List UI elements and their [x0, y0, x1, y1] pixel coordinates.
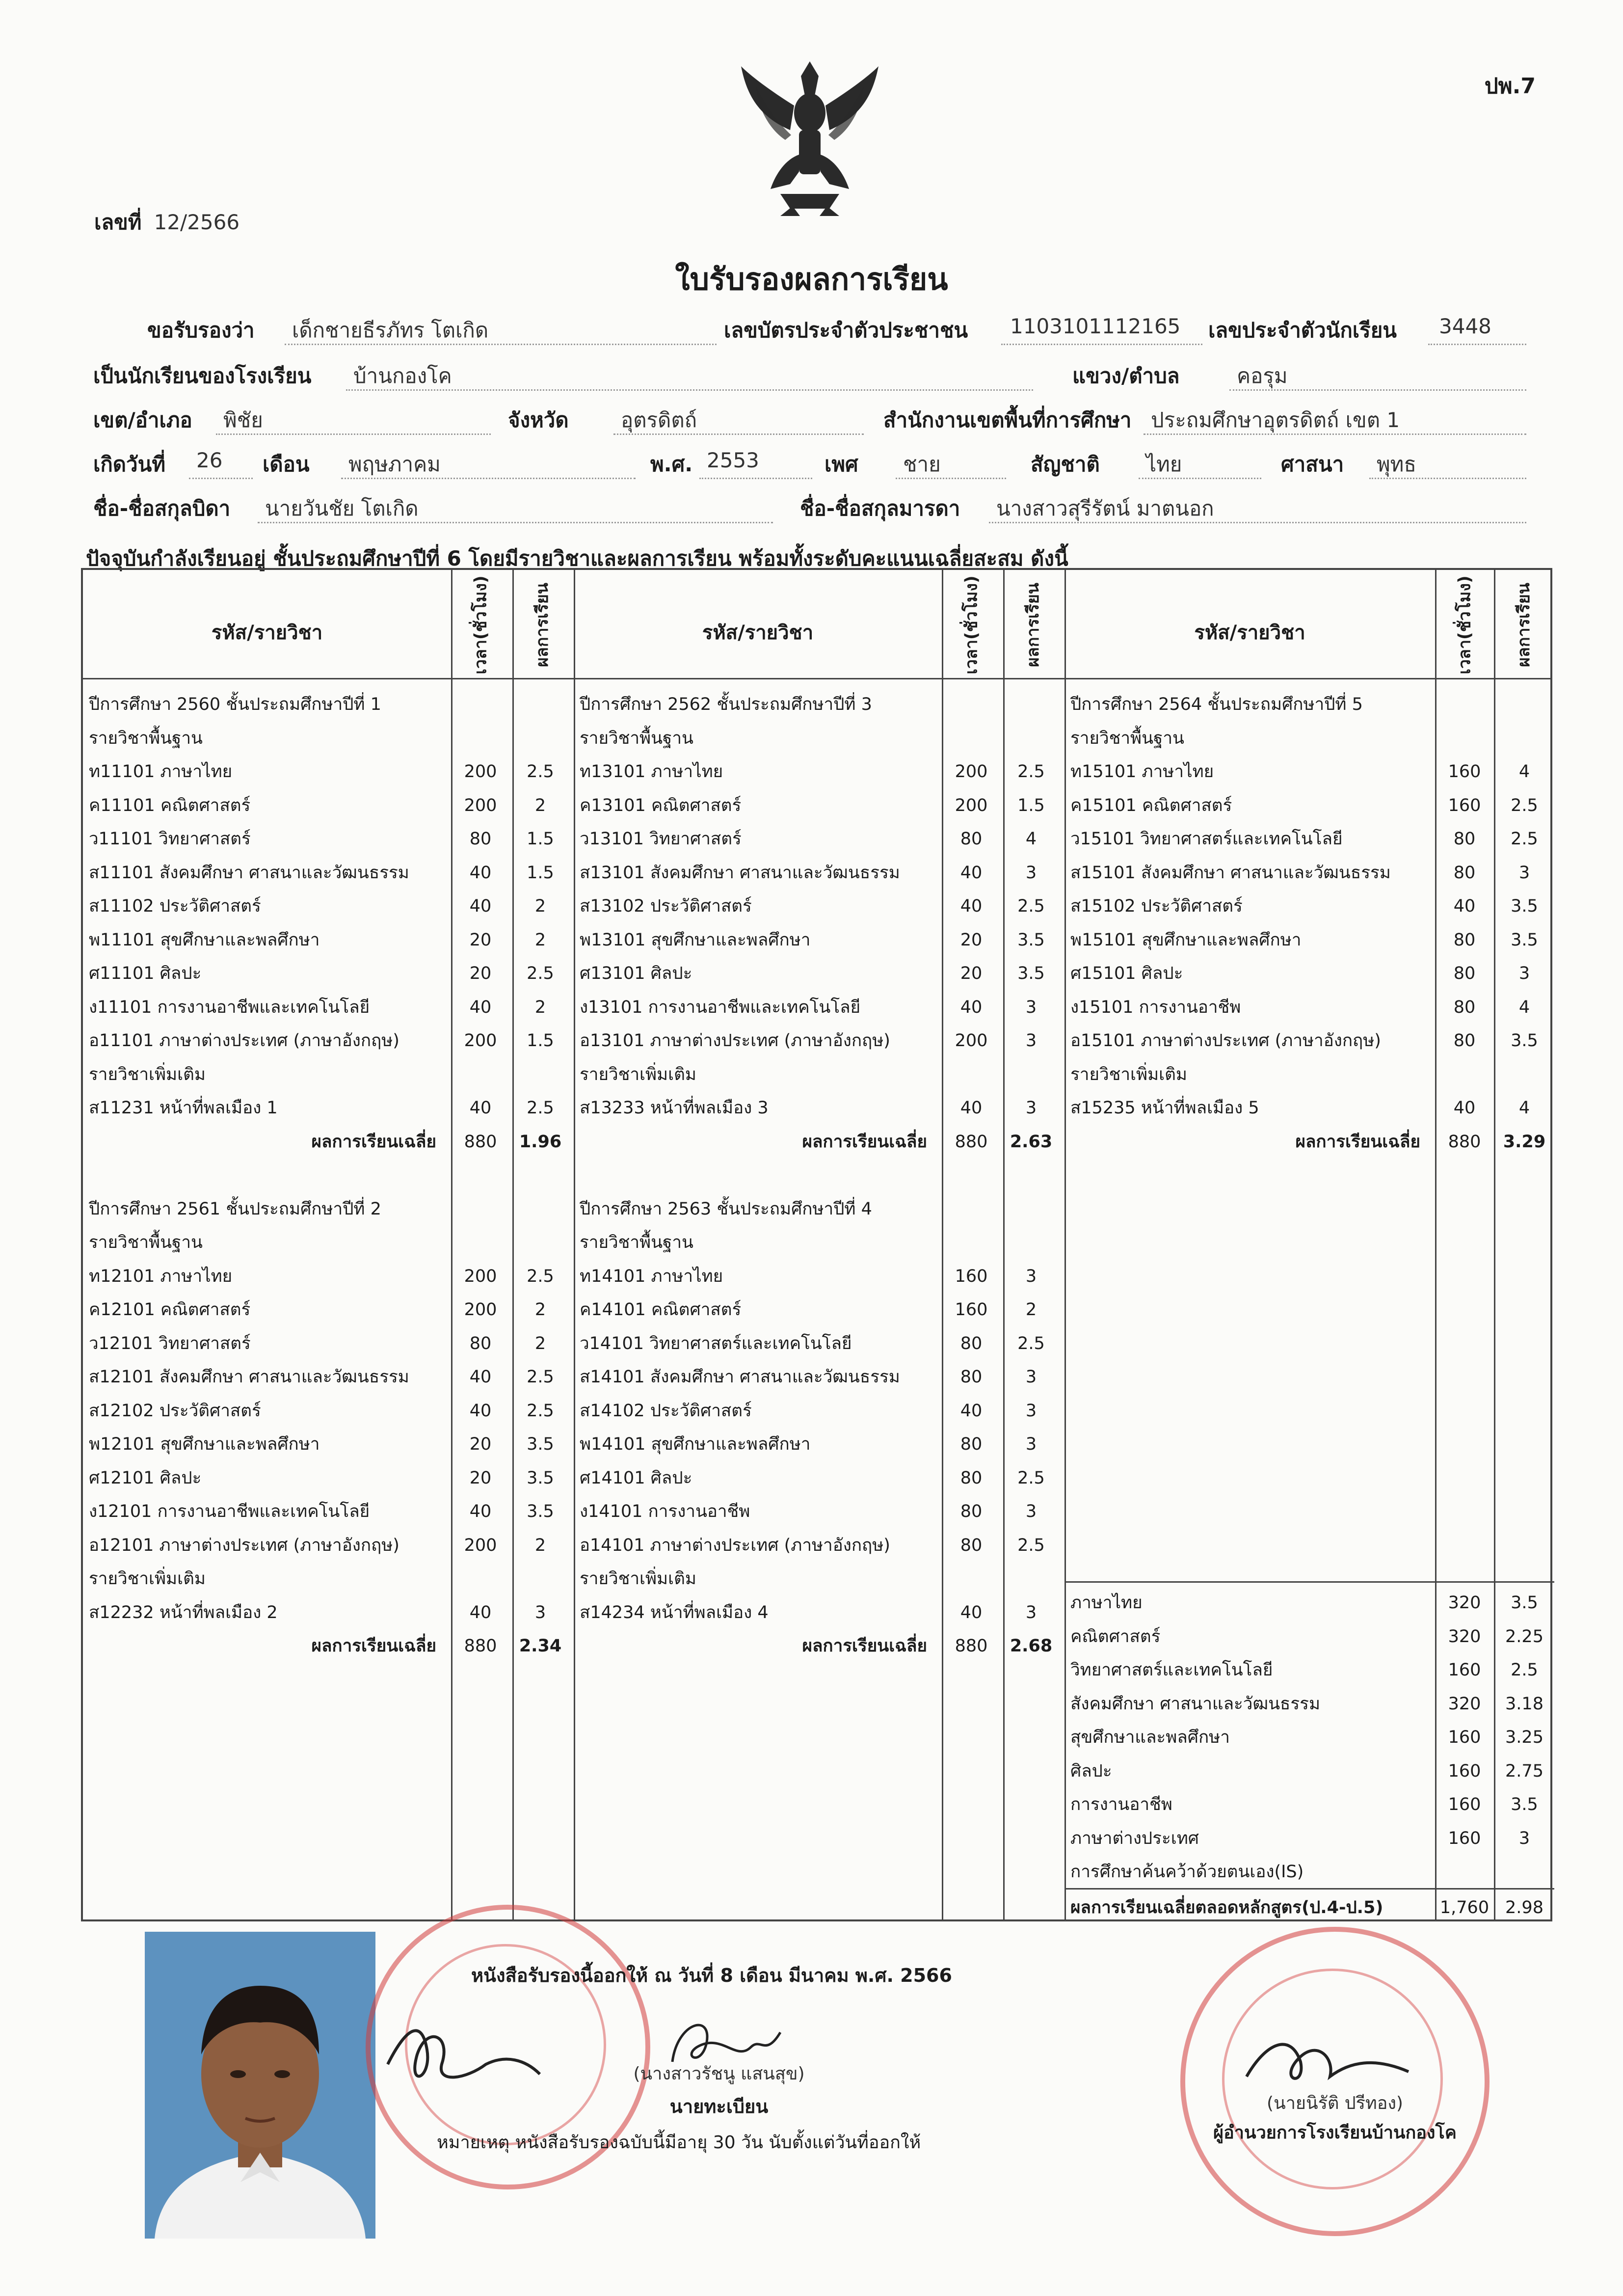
subject-name: พ14101 สุขศึกษาและพลศึกษา	[580, 1434, 811, 1454]
column-divider	[574, 570, 575, 1919]
signature-left	[378, 2005, 555, 2104]
subject-name: ว14101 วิทยาศาสตร์และเทคโนโลยี	[580, 1333, 852, 1353]
subject-hours: 200	[955, 762, 988, 782]
summary-subject: สังคมศึกษา ศาสนาและวัฒนธรรม	[1070, 1694, 1321, 1714]
doc-no-value: 12/2566	[154, 210, 240, 234]
document-number	[94, 206, 239, 239]
header-hours: เวลา(ชั่วโมง)	[962, 575, 982, 675]
subject-grade: 1.5	[527, 863, 554, 883]
edu-office: ประถมศึกษาอุตรดิตถ์ เขต 1	[1151, 408, 1400, 432]
subject-hours: 200	[464, 762, 497, 782]
section-basic: รายวิชาพื้นฐาน	[580, 1233, 693, 1252]
subject-grade: 3	[1025, 1602, 1037, 1622]
province: อุตรดิตถ์	[621, 408, 697, 432]
header-grade: ผลการเรียน	[1023, 583, 1043, 667]
subject-grade: 2	[1025, 1300, 1037, 1320]
subject-grade: 2	[534, 1333, 546, 1353]
subject-name: ง12101 การงานอาชีพและเทคโนโลยี	[89, 1502, 370, 1521]
school-name: บ้านกองโค	[353, 364, 452, 388]
subject-name: ส12101 สังคมศึกษา ศาสนาและวัฒนธรรม	[89, 1367, 409, 1387]
subject-name: ค12101 คณิตศาสตร์	[89, 1300, 251, 1320]
birth-month-label: เดือน	[263, 452, 310, 476]
year-title: ปีการศึกษา 2560 ชั้นประถมศึกษาปีที่ 1	[89, 695, 381, 714]
subject-grade: 3.5	[527, 1502, 554, 1521]
subject-grade: 3.5	[1511, 896, 1538, 916]
subject-grade: 3	[1025, 1502, 1037, 1521]
summary-hours: 160	[1448, 1660, 1481, 1680]
subject-hours: 20	[960, 964, 983, 983]
subject-grade: 2	[534, 930, 546, 950]
district-label: เขต/อำเภอ	[93, 408, 192, 432]
year-average-hours: 880	[1448, 1132, 1481, 1152]
subject-hours: 20	[469, 1468, 492, 1488]
subject-hours: 40	[960, 1602, 983, 1622]
subject-grade: 2	[534, 795, 546, 815]
subject-name: ศ15101 ศิลปะ	[1070, 964, 1183, 983]
summary-total-divider	[1064, 1888, 1554, 1890]
subject-name: ส14102 ประวัติศาสตร์	[580, 1401, 752, 1421]
subject-grade: 2.5	[1017, 1535, 1045, 1555]
subject-hours: 160	[955, 1266, 988, 1286]
subject-name: พ11101 สุขศึกษาและพลศึกษา	[89, 930, 320, 950]
nationality-label: สัญชาติ	[1031, 452, 1100, 476]
year-average-hours: 880	[955, 1132, 988, 1152]
subject-hours: 40	[960, 896, 983, 916]
subject-hours: 40	[1453, 1098, 1476, 1118]
religion: พุทธ	[1377, 452, 1417, 476]
subject-grade: 3	[1025, 1367, 1037, 1387]
birth-day-label: เกิดวันที่	[93, 452, 166, 476]
section-basic: รายวิชาพื้นฐาน	[580, 728, 693, 748]
subject-hours: 80	[469, 829, 492, 849]
subject-hours: 80	[960, 1434, 983, 1454]
subject-hours: 40	[960, 863, 983, 883]
subject-name: ว11101 วิทยาศาสตร์	[89, 829, 251, 849]
subject-hours: 200	[464, 1535, 497, 1555]
year-average-label: ผลการเรียนเฉลี่ย	[802, 1132, 927, 1152]
subject-name: ส15235 หน้าที่พลเมือง 5	[1070, 1098, 1259, 1118]
subject-grade: 2.5	[527, 1401, 554, 1421]
birth-year: 2553	[707, 448, 759, 472]
subject-grade: 2.5	[527, 964, 554, 983]
subject-hours: 80	[1453, 964, 1476, 983]
subject-grade: 3.5	[1017, 930, 1045, 950]
subject-grade: 2.5	[1511, 795, 1538, 815]
subject-hours: 40	[960, 997, 983, 1017]
summary-subject: สุขศึกษาและพลศึกษา	[1070, 1728, 1230, 1747]
subject-grade: 2.5	[1017, 1468, 1045, 1488]
subject-hours: 80	[1453, 930, 1476, 950]
subject-grade: 3	[1025, 1434, 1037, 1454]
section-extra: รายวิชาเพิ่มเติม	[580, 1064, 696, 1084]
summary-subject: การศึกษาค้นคว้าด้วยตนเอง(IS)	[1070, 1862, 1304, 1882]
header-grade: ผลการเรียน	[1514, 583, 1534, 667]
summary-grade: 3.25	[1505, 1728, 1543, 1747]
birth-month: พฤษภาคม	[348, 452, 441, 476]
subdistrict-label: แขวง/ตำบล	[1072, 364, 1180, 388]
province-label: จังหวัด	[508, 408, 569, 432]
subject-name: ง11101 การงานอาชีพและเทคโนโลยี	[89, 997, 370, 1017]
summary-grade: 2.5	[1511, 1660, 1538, 1680]
subject-hours: 200	[955, 1031, 988, 1051]
subject-name: ท13101 ภาษาไทย	[580, 762, 723, 782]
national-id-label: เลขบัตรประจำตัวประชาชน	[724, 318, 968, 342]
summary-total-hours: 1,760	[1439, 1897, 1490, 1918]
subject-name: อ13101 ภาษาต่างประเทศ (ภาษาอังกฤษ)	[580, 1031, 890, 1051]
subject-name: อ14101 ภาษาต่างประเทศ (ภาษาอังกฤษ)	[580, 1535, 890, 1555]
subject-name: ค11101 คณิตศาสตร์	[89, 795, 251, 815]
subject-name: ส15101 สังคมศึกษา ศาสนาและวัฒนธรรม	[1070, 863, 1391, 883]
subject-grade: 3.5	[527, 1468, 554, 1488]
header-grade: ผลการเรียน	[532, 583, 552, 667]
summary-total-label: ผลการเรียนเฉลี่ยตลอดหลักสูตร(ป.4-ป.5)	[1070, 1897, 1384, 1918]
subject-hours: 40	[469, 997, 492, 1017]
subject-name: ส14101 สังคมศึกษา ศาสนาและวัฒนธรรม	[580, 1367, 900, 1387]
subject-grade: 3	[1025, 1266, 1037, 1286]
subject-hours: 80	[1453, 863, 1476, 883]
year-title: ปีการศึกษา 2563 ชั้นประถมศึกษาปีที่ 4	[580, 1199, 872, 1219]
year-average-grade: 3.29	[1503, 1132, 1546, 1152]
subject-grade: 3	[534, 1602, 546, 1622]
form-code: ปพ.7	[1484, 74, 1536, 99]
subject-hours: 160	[1448, 795, 1481, 815]
student-photo	[145, 1932, 375, 2239]
summary-hours: 160	[1448, 1828, 1481, 1848]
year-average-hours: 880	[955, 1636, 988, 1656]
mother-label: ชื่อ-ชื่อสกุลมารดา	[800, 496, 960, 520]
doc-no-label: เลขที่	[94, 210, 142, 234]
subject-hours: 80	[1453, 829, 1476, 849]
subject-grade: 2	[534, 997, 546, 1017]
summary-hours: 160	[1448, 1795, 1481, 1814]
subject-name: ว13101 วิทยาศาสตร์	[580, 829, 742, 849]
year-average-label: ผลการเรียนเฉลี่ย	[1295, 1132, 1420, 1152]
subject-grade: 2.5	[1017, 762, 1045, 782]
section-basic: รายวิชาพื้นฐาน	[89, 728, 203, 748]
district: พิชัย	[223, 408, 263, 432]
subject-hours: 80	[960, 1468, 983, 1488]
subject-grade: 4	[1518, 1098, 1530, 1118]
subject-grade: 2.5	[527, 1098, 554, 1118]
subject-hours: 40	[469, 1602, 492, 1622]
subject-grade: 4	[1025, 829, 1037, 849]
subject-name: ส12232 หน้าที่พลเมือง 2	[89, 1602, 278, 1622]
subject-grade: 3	[1025, 1401, 1037, 1421]
subject-grade: 3	[1518, 863, 1530, 883]
summary-grade: 3.18	[1505, 1694, 1543, 1714]
director-title: ผู้อำนวยการโรงเรียนบ้านกองโค	[1213, 2123, 1457, 2143]
subject-name: ส11101 สังคมศึกษา ศาสนาและวัฒนธรรม	[89, 863, 409, 883]
subject-hours: 200	[955, 795, 988, 815]
subject-hours: 160	[1448, 762, 1481, 782]
subject-name: ท11101 ภาษาไทย	[89, 762, 233, 782]
subject-name: ส15102 ประวัติศาสตร์	[1070, 896, 1243, 916]
subject-hours: 80	[469, 1333, 492, 1353]
student-id: 3448	[1439, 314, 1491, 338]
year-average-label: ผลการเรียนเฉลี่ย	[311, 1636, 436, 1656]
subject-hours: 40	[960, 1401, 983, 1421]
religion-label: ศาสนา	[1281, 452, 1344, 476]
subject-grade: 1.5	[527, 1031, 554, 1051]
subject-hours: 40	[469, 863, 492, 883]
subject-hours: 80	[960, 1535, 983, 1555]
subject-name: ง15101 การงานอาชีพ	[1070, 997, 1241, 1017]
subject-hours: 80	[1453, 1031, 1476, 1051]
subject-grade: 2	[534, 1535, 546, 1555]
grades-intro: ปัจจุบันกำลังเรียนอยู่ ชั้นประถมศึกษาปีที่ 6 โดยมีรายวิชาและผลการเรียน พร้อมทั้งระดับคะแนนเฉลี่ยสะสม ดังนี้	[86, 546, 1068, 570]
nationality: ไทย	[1146, 452, 1182, 476]
summary-grade: 2.25	[1505, 1626, 1543, 1647]
summary-hours: 160	[1448, 1761, 1481, 1781]
subject-hours: 40	[960, 1098, 983, 1118]
header-subject: รหัส/รายวิชา	[702, 621, 814, 644]
summary-hours	[1435, 1855, 1494, 1889]
registrar-name: (นางสาวรัชนู แสนสุข)	[633, 2064, 805, 2084]
subject-name: พ13101 สุขศึกษาและพลศึกษา	[580, 930, 811, 950]
garuda-emblem	[736, 56, 883, 218]
subject-grade: 3.5	[527, 1434, 554, 1454]
subject-grade: 3	[1025, 1031, 1037, 1051]
subject-name: ว15101 วิทยาศาสตร์และเทคโนโลยี	[1070, 829, 1343, 849]
year-average-grade: 1.96	[519, 1132, 562, 1152]
subject-hours: 20	[469, 964, 492, 983]
year-average-grade: 2.34	[519, 1636, 562, 1656]
subject-grade: 3	[1025, 863, 1037, 883]
subject-hours: 20	[469, 930, 492, 950]
subject-name: ส11231 หน้าที่พลเมือง 1	[89, 1098, 278, 1118]
sex-label: เพศ	[825, 452, 858, 476]
year-title: ปีการศึกษา 2564 ชั้นประถมศึกษาปีที่ 5	[1070, 695, 1363, 714]
year-average-label: ผลการเรียนเฉลี่ย	[802, 1636, 927, 1656]
subject-name: ค13101 คณิตศาสตร์	[580, 795, 742, 815]
subject-name: ส13102 ประวัติศาสตร์	[580, 896, 752, 916]
subject-hours: 200	[464, 1031, 497, 1051]
subject-name: ท12101 ภาษาไทย	[89, 1266, 233, 1286]
summary-subject: วิทยาศาสตร์และเทคโนโลยี	[1070, 1660, 1273, 1680]
year-title: ปีการศึกษา 2562 ชั้นประถมศึกษาปีที่ 3	[580, 695, 872, 714]
grades-table	[81, 568, 1552, 1921]
subject-hours: 40	[469, 1502, 492, 1521]
subject-name: ส13233 หน้าที่พลเมือง 3	[580, 1098, 769, 1118]
year-average-hours: 880	[464, 1636, 497, 1656]
subject-grade: 3.5	[1511, 1031, 1538, 1051]
header-hours: เวลา(ชั่วโมง)	[1455, 575, 1475, 675]
summary-grade: 3	[1518, 1828, 1530, 1848]
subject-grade: 2.5	[527, 1367, 554, 1387]
subject-name: พ12101 สุขศึกษาและพลศึกษา	[89, 1434, 320, 1454]
subject-hours: 40	[1453, 896, 1476, 916]
summary-hours: 320	[1448, 1626, 1481, 1647]
subject-name: ศ14101 ศิลปะ	[580, 1468, 692, 1488]
subject-name: อ11101 ภาษาต่างประเทศ (ภาษาอังกฤษ)	[89, 1031, 399, 1051]
birth-year-label: พ.ศ.	[650, 452, 693, 476]
year-average-label: ผลการเรียนเฉลี่ย	[311, 1132, 436, 1152]
father-name: นายวันชัย โตเกิด	[265, 496, 419, 520]
column-divider	[1064, 570, 1066, 1919]
year-average-grade: 2.68	[1010, 1636, 1053, 1656]
subject-hours: 40	[469, 1401, 492, 1421]
section-basic: รายวิชาพื้นฐาน	[1070, 728, 1184, 748]
subject-hours: 200	[464, 1300, 497, 1320]
summary-grade: 3.5	[1511, 1593, 1538, 1613]
student-name: เด็กชายธีรภัทร โตเกิด	[292, 318, 489, 342]
subject-grade: 1.5	[1017, 795, 1045, 815]
summary-hours: 320	[1448, 1694, 1481, 1714]
summary-subject: การงานอาชีพ	[1070, 1795, 1172, 1814]
subject-name: ค14101 คณิตศาสตร์	[580, 1300, 742, 1320]
subject-grade: 3.5	[1017, 964, 1045, 983]
subject-hours: 200	[464, 795, 497, 815]
certify-label: ขอรับรองว่า	[147, 318, 255, 342]
school-label: เป็นนักเรียนของโรงเรียน	[93, 364, 312, 388]
edu-office-label: สำนักงานเขตพื้นที่การศึกษา	[883, 408, 1132, 432]
summary-divider	[1064, 1581, 1554, 1583]
issue-statement: หนังสือรับรองนี้ออกให้ ณ วันที่ 8 เดือน มีนาคม พ.ศ. 2566	[471, 1965, 952, 1986]
section-extra: รายวิชาเพิ่มเติม	[89, 1569, 206, 1589]
year-average-hours: 880	[464, 1132, 497, 1152]
registrar-title: นายทะเบียน	[669, 2096, 769, 2117]
section-basic: รายวิชาพื้นฐาน	[89, 1233, 203, 1252]
subject-name: ศ11101 ศิลปะ	[89, 964, 202, 983]
section-extra: รายวิชาเพิ่มเติม	[1070, 1064, 1187, 1084]
validity-note: หมายเหตุ หนังสือรับรองฉบับนี้มีอายุ 30 วัน นับตั้งแต่วันที่ออกให้	[437, 2133, 921, 2153]
subject-name: ง13101 การงานอาชีพและเทคโนโลยี	[580, 997, 861, 1017]
section-extra: รายวิชาเพิ่มเติม	[580, 1569, 696, 1589]
subject-hours: 80	[960, 1502, 983, 1521]
subject-name: ส14234 หน้าที่พลเมือง 4	[580, 1602, 769, 1622]
subject-grade: 2	[534, 1300, 546, 1320]
subject-grade: 2.5	[1017, 1333, 1045, 1353]
summary-subject: คณิตศาสตร์	[1070, 1626, 1161, 1647]
subject-hours: 20	[960, 930, 983, 950]
subject-grade: 4	[1518, 997, 1530, 1017]
subject-name: อ15101 ภาษาต่างประเทศ (ภาษาอังกฤษ)	[1070, 1031, 1381, 1051]
national-id: 1103101112165	[1010, 314, 1181, 338]
subject-hours: 40	[469, 896, 492, 916]
subject-hours: 80	[960, 1333, 983, 1353]
subject-name: ว12101 วิทยาศาสตร์	[89, 1333, 251, 1353]
subject-grade: 1.5	[527, 829, 554, 849]
subject-grade: 3	[1518, 964, 1530, 983]
father-label: ชื่อ-ชื่อสกุลบิดา	[93, 496, 231, 520]
subject-hours: 40	[469, 1367, 492, 1387]
summary-hours: 160	[1448, 1728, 1481, 1747]
subject-hours: 20	[469, 1434, 492, 1454]
subject-name: ง14101 การงานอาชีพ	[580, 1502, 750, 1521]
subject-name: ค15101 คณิตศาสตร์	[1070, 795, 1232, 815]
year-average-grade: 2.63	[1010, 1132, 1053, 1152]
birth-day: 26	[196, 448, 223, 472]
header-subject: รหัส/รายวิชา	[211, 621, 323, 644]
student-id-label: เลขประจำตัวนักเรียน	[1208, 318, 1397, 342]
subject-hours: 40	[469, 1098, 492, 1118]
subject-name: อ12101 ภาษาต่างประเทศ (ภาษาอังกฤษ)	[89, 1535, 399, 1555]
mother-name: นางสาวสุรีรัตน์ มาตนอก	[996, 496, 1214, 520]
document-title: ใบรับรองผลการเรียน	[675, 261, 948, 297]
subject-hours: 80	[960, 1367, 983, 1387]
subject-grade: 3.5	[1511, 930, 1538, 950]
summary-grade: 3.5	[1511, 1795, 1538, 1814]
subject-name: พ15101 สุขศึกษาและพลศึกษา	[1070, 930, 1302, 950]
director-name: (นายนิรัติ ปรีทอง)	[1267, 2093, 1403, 2113]
header-divider	[83, 678, 1550, 679]
subject-name: ท15101 ภาษาไทย	[1070, 762, 1214, 782]
sex: ชาย	[903, 452, 941, 476]
subject-name: ศ12101 ศิลปะ	[89, 1468, 202, 1488]
summary-subject: ศิลปะ	[1070, 1761, 1112, 1781]
summary-grade	[1495, 1855, 1554, 1889]
subject-grade: 2.5	[1511, 829, 1538, 849]
subdistrict: คอรุม	[1237, 364, 1288, 388]
year-title: ปีการศึกษา 2561 ชั้นประถมศึกษาปีที่ 2	[89, 1199, 381, 1219]
header-hours: เวลา(ชั่วโมง)	[471, 575, 491, 675]
subject-hours: 160	[955, 1300, 988, 1320]
subject-name: ศ13101 ศิลปะ	[580, 964, 692, 983]
summary-subject: ภาษาไทย	[1070, 1593, 1143, 1613]
header-subject: รหัส/รายวิชา	[1194, 621, 1305, 644]
summary-subject: ภาษาต่างประเทศ	[1070, 1828, 1199, 1848]
subject-grade: 2.5	[527, 762, 554, 782]
subject-grade: 3	[1025, 997, 1037, 1017]
subject-name: ท14101 ภาษาไทย	[580, 1266, 723, 1286]
summary-hours: 320	[1448, 1593, 1481, 1613]
subject-name: ส11102 ประวัติศาสตร์	[89, 896, 261, 916]
summary-grade: 2.75	[1505, 1761, 1543, 1781]
subject-grade: 4	[1518, 762, 1530, 782]
section-extra: รายวิชาเพิ่มเติม	[89, 1064, 206, 1084]
subject-hours: 200	[464, 1266, 497, 1286]
subject-grade: 2	[534, 896, 546, 916]
subject-grade: 2.5	[527, 1266, 554, 1286]
subject-grade: 3	[1025, 1098, 1037, 1118]
summary-total-grade: 2.98	[1505, 1897, 1543, 1918]
subject-hours: 80	[1453, 997, 1476, 1017]
subject-name: ส12102 ประวัติศาสตร์	[89, 1401, 261, 1421]
subject-name: ส13101 สังคมศึกษา ศาสนาและวัฒนธรรม	[580, 863, 900, 883]
subject-hours: 80	[960, 829, 983, 849]
subject-grade: 2.5	[1017, 896, 1045, 916]
